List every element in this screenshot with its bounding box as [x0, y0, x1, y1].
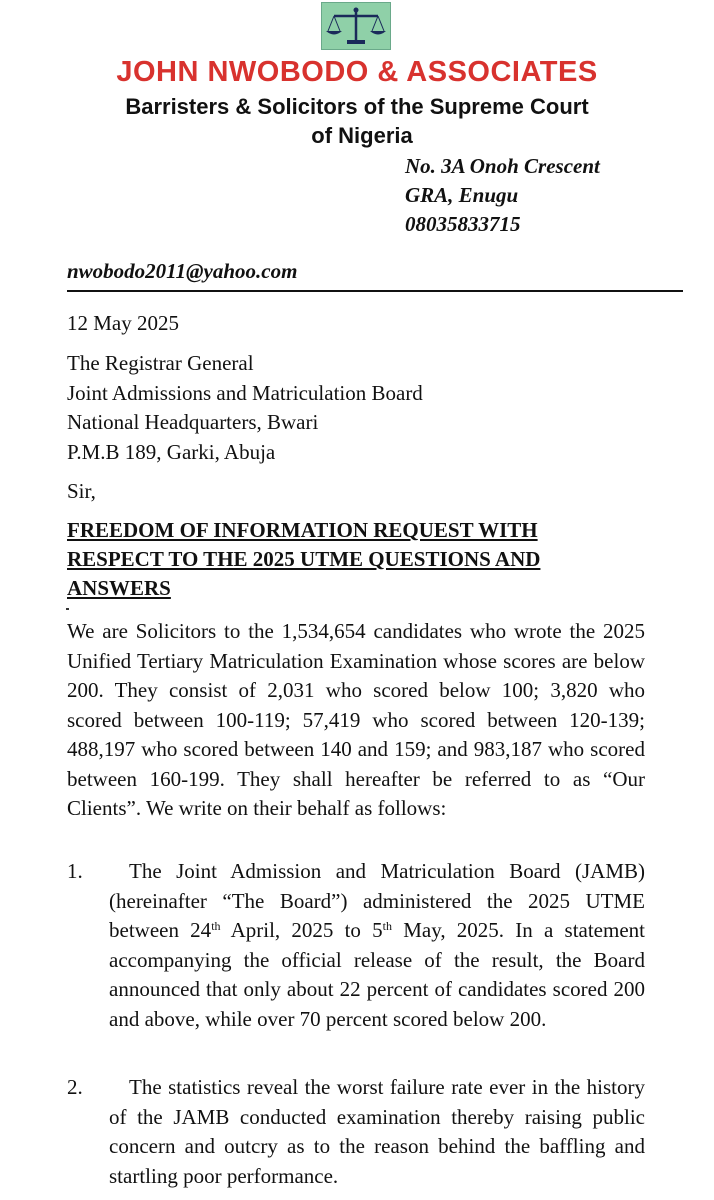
numbered-paragraph-1: [67, 857, 645, 1034]
phone-number: 08035833715: [405, 212, 521, 236]
letterhead-divider: [67, 290, 683, 292]
firm-subtitle-line2: of Nigeria: [311, 123, 413, 148]
firm-name: JOHN NWOBODO & ASSOCIATES: [116, 56, 598, 88]
recipient-line: The Registrar General: [67, 351, 254, 375]
ordinal-suffix: th: [211, 919, 221, 933]
letter-date: 12 May 2025: [67, 311, 179, 335]
recipient-line: Joint Admissions and Matriculation Board: [67, 380, 423, 405]
intro-paragraph: We are Solicitors to the 1,534,654 candidates who wrote the 2025 Unified Tertiary Matriculation Examination whose scores are below 200. They consist of 2,031 who scored below 100; 3,820 who scored between 100-119; 57,419 who scored between 120-139; 488,197 who scored between 140 and 159; and 983,187 who scored between 160-199. They shall hereafter be referred to as “Our Clients”. We write on their behalf as follows:: [67, 619, 645, 820]
subject-line: FREEDOM OF INFORMATION REQUEST WITH: [67, 518, 538, 542]
subject-line: RESPECT TO THE 2025 UTME QUESTIONS AND: [67, 547, 541, 571]
paragraph-text: [109, 857, 645, 1034]
ordinal-suffix: th: [382, 919, 392, 933]
firm-subtitle-line1: Barristers & Solicitors of the Supreme Court: [125, 94, 589, 119]
paragraph-text: The statistics reveal the worst failure rate ever in the history of the JAMB conducted examination thereby raising public concern and outcry as to the reason behind the baffling and startling poor performance.: [109, 1075, 645, 1188]
firm-address: [405, 152, 600, 239]
salutation: Sir,: [67, 479, 96, 503]
paragraph-text-part: May, 2025. In a statement accompanying the official release of the result, the Board announced that only about 22 percent of candidates scored 200 and above, while over 70 percent scored below 200.: [109, 918, 645, 1031]
paragraph-text-part: April, 2025 to 5: [220, 918, 383, 942]
stray-mark: [66, 608, 69, 610]
paragraph-number: 1.: [67, 859, 83, 883]
recipient-line: National Headquarters, Bwari: [67, 410, 319, 434]
paragraph-text-part: The Joint Admission and Matriculation Board (JAMB) (hereinafter “The Board”) administered the 2025 UTME between 24: [109, 859, 645, 942]
address-line2: GRA, Enugu: [405, 183, 519, 207]
recipient-line: P.M.B 189, Garki, Abuja: [67, 439, 276, 464]
email-address: nwobodo2011@yahoo.com: [67, 259, 298, 283]
paragraph-number: 2.: [67, 1075, 83, 1099]
subject-heading: [67, 516, 627, 603]
scales-of-justice-icon: [321, 2, 391, 50]
firm-subtitle: [0, 92, 714, 150]
subject-line: ANSWERS: [67, 576, 171, 600]
numbered-paragraph-2: [67, 1073, 645, 1191]
recipient-address: [67, 349, 423, 467]
address-line1: No. 3A Onoh Crescent: [405, 154, 600, 178]
